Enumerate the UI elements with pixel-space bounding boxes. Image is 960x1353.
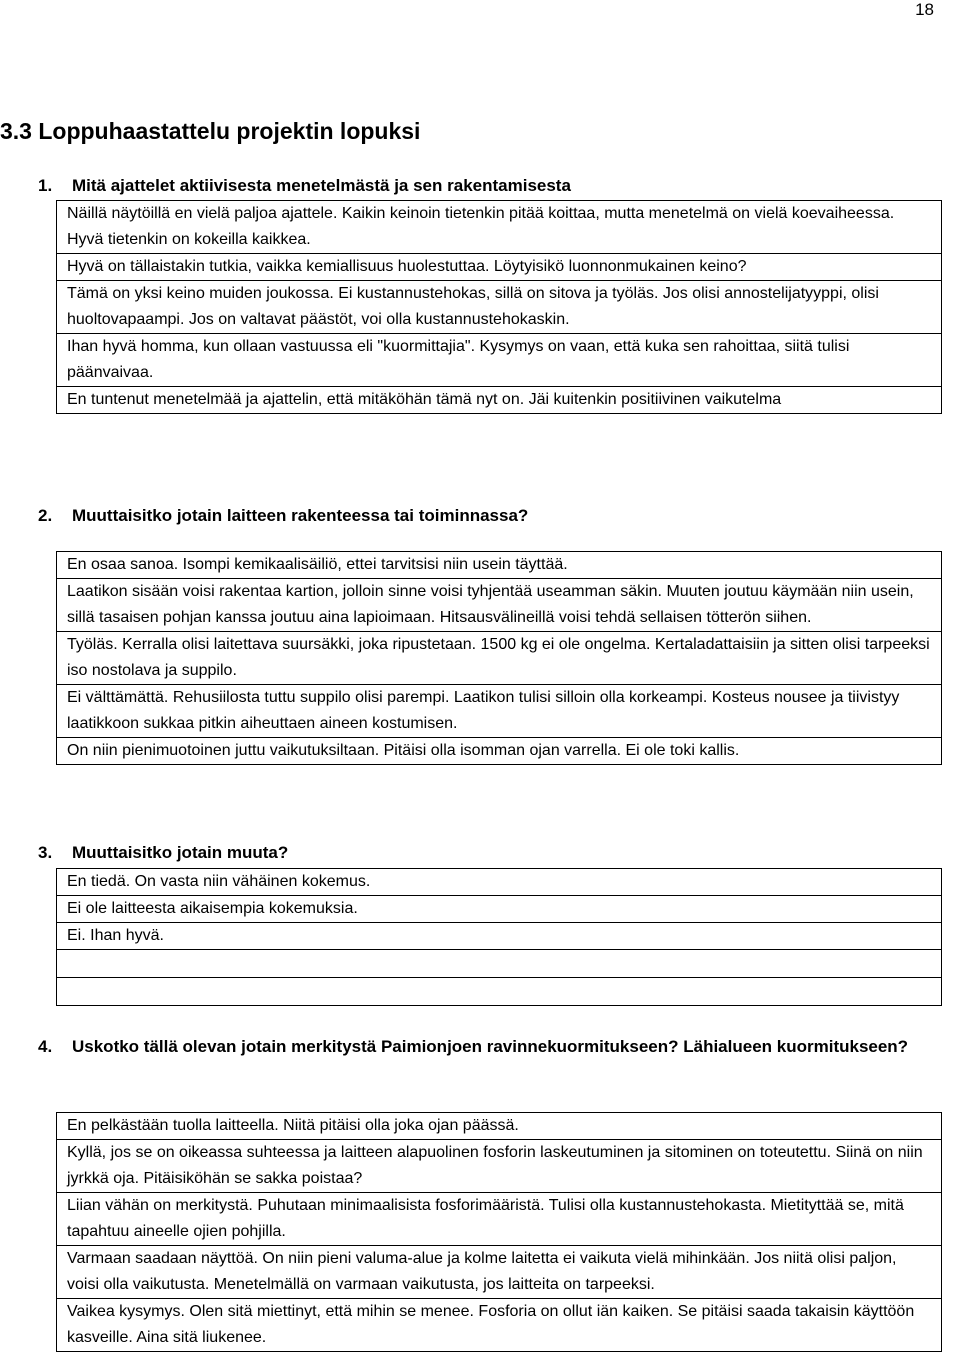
question-number: 3. — [38, 843, 53, 862]
answer-row: Liian vähän on merkitystä. Puhutaan minimaalisista fosforimääristä. Tulisi olla kustannustehokasta. Mietityttää se, mitä tapahtuu aineelle ojien pohjilla. — [57, 1193, 941, 1246]
answer-row: Varmaan saadaan näyttöä. On niin pieni valuma-alue ja kolme laitetta ei vaikuta vielä mihinkään. Jos niitä olisi paljon, voisi olla vaikutusta. Menetelmällä on varmaan vaikutusta, jos laitteita on tarpeeksi. — [57, 1246, 941, 1299]
answer-row: On niin pienimuotoinen juttu vaikutuksiltaan. Pitäisi olla isomman ojan varrella. Ei ole toki kallis. — [57, 738, 941, 765]
page-number: 18 — [915, 0, 934, 19]
answer-row: En pelkästään tuolla laitteella. Niitä pitäisi olla joka ojan päässä. — [57, 1113, 941, 1140]
answer-box-3 — [56, 868, 942, 1006]
answer-row: Ihan hyvä homma, kun ollaan vastuussa eli "kuormittajia". Kysymys on vaan, että kuka sen rahoittaa, siitä tulisi päänvaivaa. — [57, 334, 941, 387]
question-text: Mitä ajattelet aktiivisesta menetelmästä ja sen rakentamisesta — [72, 176, 571, 195]
section-title: 3.3 Loppuhaastattelu projektin lopuksi — [0, 118, 421, 144]
answer-row: En tiedä. On vasta niin vähäinen kokemus. — [57, 869, 941, 896]
question-number: 4. — [38, 1037, 53, 1056]
answer-row: Kyllä, jos se on oikeassa suhteessa ja laitteen alapuolinen fosforin laskeutuminen ja sitominen on toteutettu. Siinä on niin jyrkkä oja. Pitäisiköhän se sakka poistaa? — [57, 1140, 941, 1193]
answer-row: Laatikon sisään voisi rakentaa kartion, jolloin sinne voisi tyhjentää useamman säkin. Muuten joutuu käymään niin usein, sillä tasaisen pohjan kanssa joutuu aina lapioimaan. Hitsausvälineillä voisi tehdä sellaisen tötterön siihen. — [57, 579, 941, 632]
answer-row-empty — [57, 950, 941, 978]
answer-row: Näillä näytöillä en vielä paljoa ajattele. Kaikin keinoin tietenkin pitää koittaa, mutta menetelmä on vielä koevaiheessa. Hyvä tietenkin on kokeilla kaikkea. — [57, 201, 941, 254]
answer-row: Ei ole laitteesta aikaisempia kokemuksia. — [57, 896, 941, 923]
answer-row: Hyvä on tällaistakin tutkia, vaikka kemiallisuus huolestuttaa. Löytyisikö luonnonmukainen keino? — [57, 254, 941, 281]
answer-row: En tuntenut menetelmää ja ajattelin, että mitäköhän tämä nyt on. Jäi kuitenkin positiivinen vaikutelma — [57, 387, 941, 414]
question-number: 2. — [38, 506, 53, 525]
answer-box-4 — [56, 1112, 942, 1352]
answer-row: En osaa sanoa. Isompi kemikaalisäiliö, ettei tarvitsisi niin usein täyttää. — [57, 552, 941, 579]
answer-box-2 — [56, 551, 942, 765]
answer-row: Vaikea kysymys. Olen sitä miettinyt, että mihin se menee. Fosforia on ollut iän kaiken. Se pitäisi saada takaisin käyttöön kasveille. Aina sitä liukenee. — [57, 1299, 941, 1352]
answer-row: Ei. Ihan hyvä. — [57, 923, 941, 950]
question-number: 1. — [38, 176, 53, 195]
question-4 — [38, 1034, 922, 1059]
answer-row: Ei välttämättä. Rehusiilosta tuttu suppilo olisi parempi. Laatikon tulisi silloin olla korkeampi. Kosteus nousee ja tiivistyy laatikkoon sukkaa pitkin aiheuttaen aineen kostumisen. — [57, 685, 941, 738]
question-text: Uskotko tällä olevan jotain merkitystä Paimionjoen ravinnekuormitukseen? Lähialueen kuormitukseen? — [72, 1037, 909, 1056]
question-2 — [38, 503, 922, 528]
answer-row: Tämä on yksi keino muiden joukossa. Ei kustannustehokas, sillä on sitova ja työläs. Jos olisi annostelijatyyppi, olisi huoltovapaampi. Jos on valtavat päästöt, voi olla kustannustehokaskin. — [57, 281, 941, 334]
question-text: Muuttaisitko jotain laitteen rakenteessa tai toiminnassa? — [72, 506, 529, 525]
question-3 — [38, 840, 922, 865]
answer-box-1 — [56, 200, 942, 414]
answer-row: Työläs. Kerralla olisi laitettava suursäkki, joka ripustetaan. 1500 kg ei ole ongelma. Kertaladattaisiin ja sitten olisi tarpeeksi iso nostolava ja suppilo. — [57, 632, 941, 685]
question-text: Muuttaisitko jotain muuta? — [72, 843, 289, 862]
answer-row-empty — [57, 978, 941, 1006]
question-1 — [38, 173, 922, 198]
